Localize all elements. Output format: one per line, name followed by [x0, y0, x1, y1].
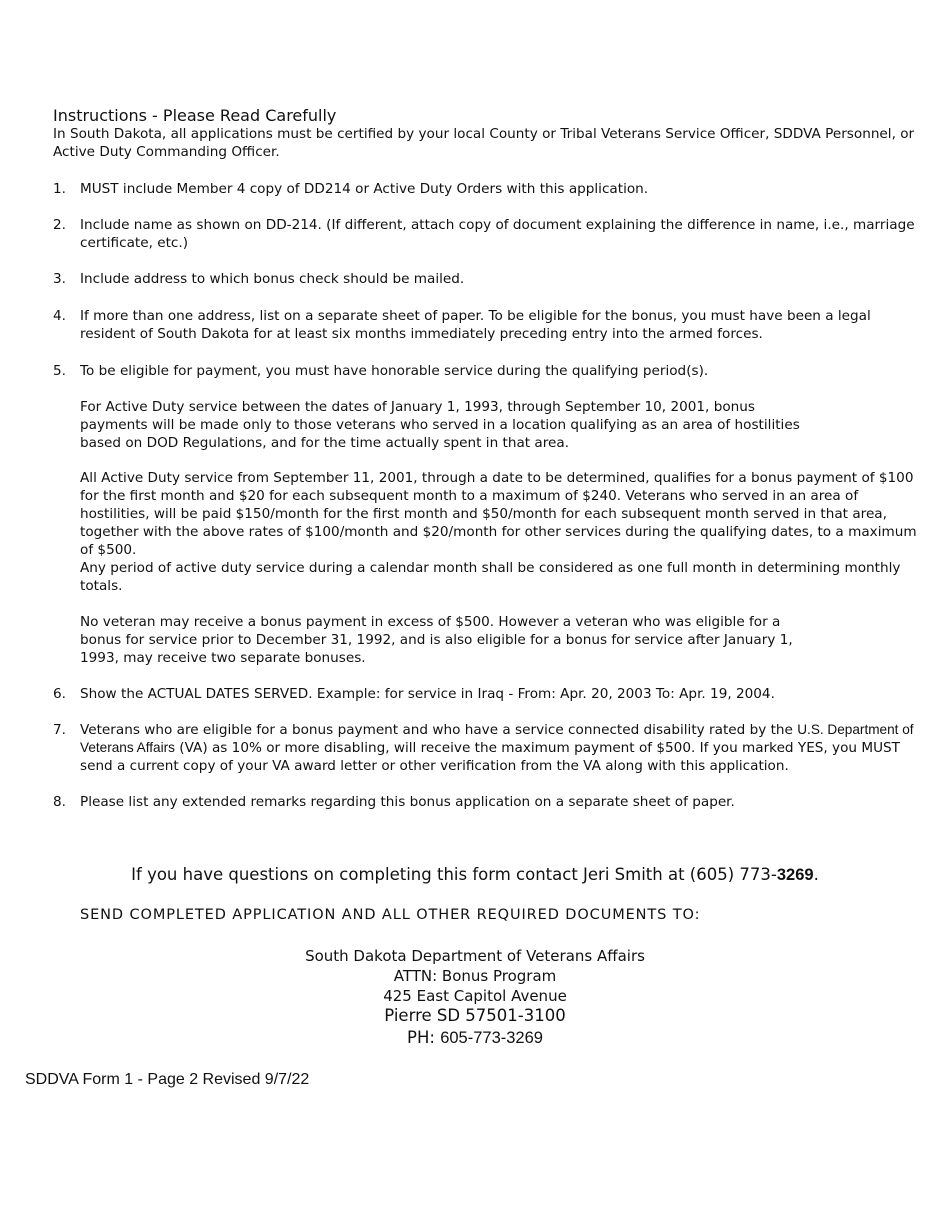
address-line-3: 425 East Capitol Avenue: [383, 987, 567, 1005]
item-number: 7.: [53, 722, 66, 738]
item-text: Include name as shown on DD-214. (If different, attach copy of document explaining the difference in name, i.e., marriage certificate, etc.): [80, 217, 915, 251]
contact-period: .: [813, 865, 819, 884]
item5-paragraph-active-duty-1993: [80, 398, 930, 452]
paragraph-line: No veteran may receive a bonus payment in excess of $500. However a veteran who was eligible for a: [80, 614, 781, 630]
paragraph-line: bonus for service prior to December 31, 1992, and is also eligible for a bonus for service after January 1,: [80, 632, 793, 648]
va-agency-name: U.S. Department of Veterans Affairs: [80, 722, 914, 755]
contact-extension: 3269: [776, 866, 814, 884]
instructions-intro: In South Dakota, all applications must be certified by your local County or Tribal Veterans Service Officer, SDDVA Personnel, or Active Duty Commanding Officer.: [53, 126, 915, 160]
item-text: To be eligible for payment, you must have honorable service during the qualifying period(s).: [80, 363, 709, 379]
paragraph-line: 1993, may receive two separate bonuses.: [80, 650, 366, 666]
address-phone: [0, 1028, 950, 1048]
item-number: 4.: [53, 308, 66, 324]
paragraph-line: payments will be made only to those veterans who served in a location qualifying as an area of hostilities: [80, 417, 800, 433]
phone-number: 605-773-3269: [440, 1029, 543, 1047]
item-text: MUST include Member 4 copy of DD214 or Active Duty Orders with this application.: [80, 181, 649, 197]
item-number: 6.: [53, 686, 66, 702]
instructions-title: Instructions - Please Read Carefully: [53, 106, 337, 125]
item5-paragraph-active-duty-2001: All Active Duty service from September 11, 2001, through a date to be determined, qualifies for a bonus payment of $100 for the first month and $20 for each subsequent month to a maximum of $240. Veterans who served in an area of hostilities, will be paid $150/month for the first month and $50/month for each subsequent month served in that area, together with the above rates of $100/month and $20/month for other services during the qualifying dates, to a maximum of $500.: [80, 470, 917, 558]
address-line-4: Pierre SD 57501-3100: [384, 1006, 566, 1025]
address-line-2: ATTN: Bonus Program: [393, 967, 557, 985]
paragraph-line: based on DOD Regulations, and for the time actually spent in that area.: [80, 435, 570, 451]
item-text: Show the ACTUAL DATES SERVED. Example: for service in Iraq - From: Apr. 20, 2003 To: Apr. 19, 2004.: [80, 686, 775, 702]
address-line-1: South Dakota Department of Veterans Affairs: [305, 947, 645, 965]
item-text: Please list any extended remarks regarding this bonus application on a separate sheet of paper.: [80, 794, 735, 810]
paragraph-line: For Active Duty service between the dates of January 1, 1993, through September 10, 2001, bonus: [80, 399, 755, 415]
item-text-part: Veterans who are eligible for a bonus payment and who have a service connected disability rated by the: [80, 722, 798, 738]
form-footer: SDDVA Form 1 - Page 2 Revised 9/7/22: [25, 1071, 310, 1088]
item-number: 2.: [53, 217, 66, 233]
item-number: 3.: [53, 271, 66, 287]
item-text-part: (VA) as 10% or more disabling, will receive the maximum payment of $500. If you marked YES, you MUST send a current copy of your VA award letter or other verification from the VA along with this application.: [80, 740, 900, 774]
send-heading: SEND COMPLETED APPLICATION AND ALL OTHER REQUIRED DOCUMENTS TO:: [80, 907, 701, 923]
contact-line: [0, 864, 950, 886]
phone-label: PH:: [407, 1028, 441, 1047]
item-number: 8.: [53, 794, 66, 810]
contact-text: If you have questions on completing this form contact Jeri Smith at (605) 773-: [131, 865, 777, 884]
item-number: 1.: [53, 181, 66, 197]
item-number: 5.: [53, 363, 66, 379]
item-text: Include address to which bonus check should be mailed.: [80, 271, 465, 287]
item5-paragraph-max-payment: [80, 613, 930, 667]
item-text: If more than one address, list on a separate sheet of paper. To be eligible for the bonus, you must have been a legal resident of South Dakota for at least six months immediately preceding entry into the armed forces.: [80, 308, 871, 342]
item5-paragraph-calendar-month: Any period of active duty service during a calendar month shall be considered as one full month in determining monthly totals.: [80, 560, 901, 594]
item-text: [80, 721, 930, 775]
